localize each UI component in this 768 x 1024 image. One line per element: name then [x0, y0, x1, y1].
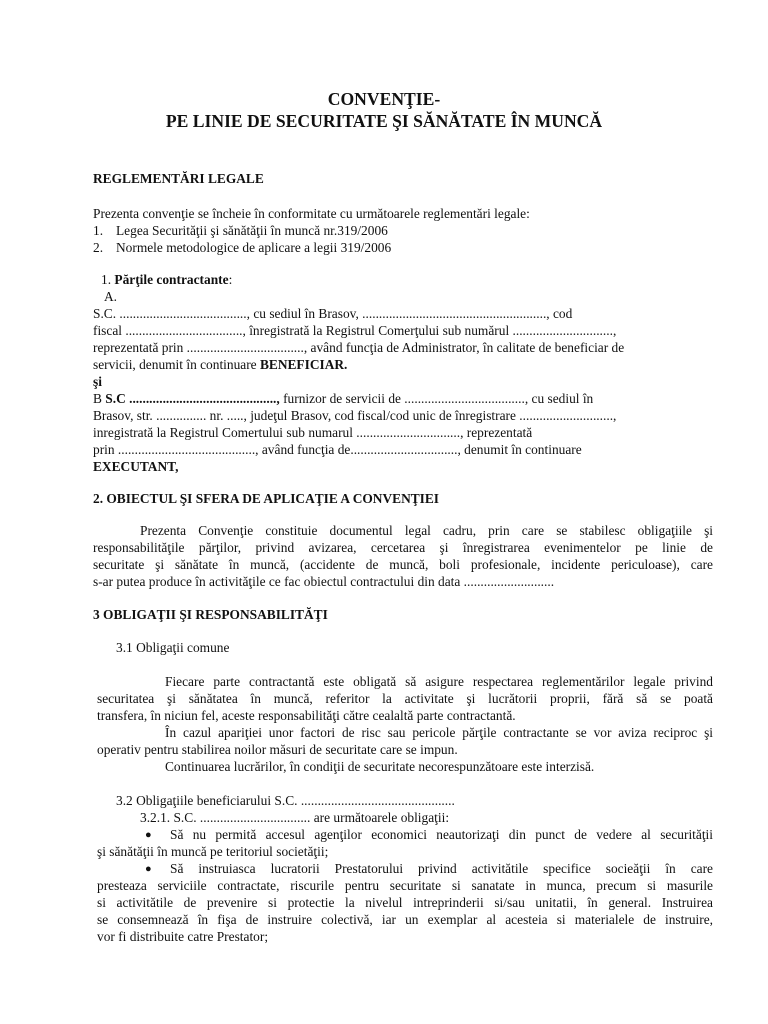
bullet-2-line-2: presteaza serviciile contractate, riscurile pentru securitate si sanatate in munca, precum si masurile [97, 878, 713, 893]
party-b-line-1 [93, 390, 593, 407]
section3-1-line-5: operativ pentru stabilirea noilor măsuri de securitate care se impun. [97, 742, 458, 757]
section3-2-1: 3.2.1. S.C. ................................. are următoarele obligaţii: [140, 810, 450, 825]
party-a-last-text: servicii, denumit în continuare [93, 357, 260, 372]
party-a-line-3: reprezentată prin ..................................., având funcţia de Administrator, în calitate de beneficiar de [93, 340, 625, 355]
party-a-line-2: fiscal ..................................., înregistrată la Registrul Comerţului sub numărul .............................., [93, 323, 617, 338]
document-title-line2: PE LINIE DE SECURITATE ŞI SĂNĂTATE ÎN MUNCĂ [165, 111, 603, 131]
legal-item-2-num: 2. [93, 240, 104, 255]
parties-conjunction: şi [93, 374, 102, 389]
section2-line-1: Prezenta Convenţie constituie documentul legal cadru, prin care se stabilesc obligaţiile şi [140, 523, 713, 538]
parties-heading-label: Părţile contractante [114, 272, 229, 287]
parties-heading [101, 271, 232, 288]
party-b-role: EXECUTANT, [93, 459, 179, 474]
section3-1-line-2: securitatea şi sănătatea în muncă, referitor la activitate şi lucrătorii proprii, fără să se poată [97, 691, 713, 706]
bullet-1-line-2: şi sănătăţii în muncă pe teritoriul societăţii; [97, 844, 329, 859]
legal-item-1-text: Legea Securităţii şi sănătăţii în muncă nr.319/2006 [116, 223, 388, 238]
party-b-prefix: B [93, 391, 106, 406]
section2-line-4: s-ar putea produce în activităţile ce fac obiectul contractului din data ........................... [93, 574, 555, 589]
section3-1-title: 3.1 Obligaţii comune [116, 640, 230, 655]
section3-1-line-6: Continuarea lucrărilor, în condiţii de securitate necorespunzătoare este interzisă. [165, 759, 595, 774]
bullet-2-icon: ● [145, 863, 152, 875]
section2-line-2: responsabilităţile părţilor, privind avizarea, cercetarea şi înregistrarea evenimentelor pe linie de [93, 540, 713, 555]
party-b-line-4: prin ........................................., având funcţia de................................, denumit în continuare [93, 442, 582, 457]
section3-1-line-4: În cazul apariţiei unor factori de risc sau pericole părţile contractante se vor aviza reciproc şi [165, 725, 713, 740]
party-a-role: BENEFICIAR. [259, 357, 348, 372]
section3-1-line-1: Fiecare parte contractantă este obligată să asigure respectarea reglementărilor legale privind [165, 674, 713, 689]
party-b-line-1-rest: furnizor de servicii de ...................................., cu sediul în [279, 391, 594, 406]
party-b-line-3: inregistrată la Registrul Comertului sub numarul ..............................., reprezentată [93, 425, 533, 440]
legal-item-1-num: 1. [93, 223, 104, 238]
parties-heading-colon: : [228, 272, 233, 287]
party-b-line-2: Brasov, str. ............... nr. ....., judeţul Brasov, cod fiscal/cod unic de înregistrare ............................, [93, 408, 617, 423]
parties-heading-num: 1. [101, 272, 112, 287]
party-a-line-1: S.C. ......................................, cu sediul în Brasov, ......................................................., cod [93, 306, 573, 321]
section3-1-line-3: transfera, în niciun fel, aceste responsabilităţi către cealaltă parte contractantă. [97, 708, 516, 723]
document-title-line1: CONVENŢIE- [327, 89, 441, 109]
bullet-2-line-1: Să instruiasca lucratorii Prestatorului privind activitătile specifice socieăţii în care [170, 861, 713, 876]
party-a-label: A. [104, 289, 118, 304]
bullet-2-line-3: si activitătile de prevenire si protectie la nivelul intreprinderii si/sau unitatii, în general. Instruirea [97, 895, 713, 910]
bullet-1-line-1: Să nu permită accesul agenţilor economici neautorizaţi din punct de vedere al securităţii [170, 827, 713, 842]
bullet-2-line-5: vor fi distribuite catre Prestator; [97, 929, 269, 944]
section2-line-3: securitate şi sănătate în muncă, (accidente de muncă, boli profesionale, incidente periculoase), care [93, 557, 713, 572]
section3-2-title: 3.2 Obligaţiile beneficiarului S.C. .............................................. [116, 793, 455, 808]
legal-heading: REGLEMENTĂRI LEGALE [93, 171, 264, 186]
bullet-1-icon: ● [145, 829, 152, 841]
bullet-2-line-4: se consemnează în fişa de instruire colectivă, iar un exemplar al acesteia si materialele de instruire, [97, 912, 713, 927]
legal-item-2-text: Normele metodologice de aplicare a legii 319/2006 [116, 240, 392, 255]
party-a-line-4 [93, 356, 347, 373]
section2-heading: 2. OBIECTUL ŞI SFERA DE APLICAŢIE A CONVENŢIEI [93, 491, 440, 506]
section3-heading: 3 OBLIGAŢII ŞI RESPONSABILITĂŢI [93, 607, 328, 622]
party-b-company: S.C ............................................, [105, 391, 280, 406]
legal-intro: Prezenta convenţie se încheie în conformitate cu următoarele reglementări legale: [93, 206, 530, 221]
